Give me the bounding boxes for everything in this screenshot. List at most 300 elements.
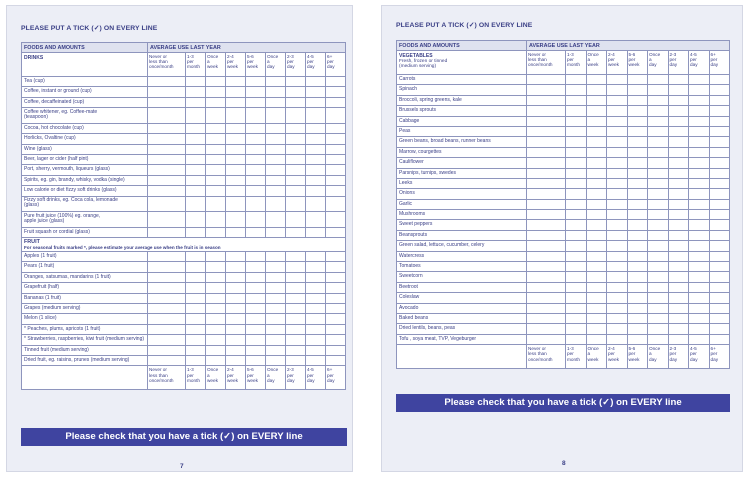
tick-box[interactable]	[668, 251, 689, 261]
tick-box[interactable]	[627, 230, 648, 240]
tick-box[interactable]	[286, 272, 306, 282]
tick-box[interactable]	[226, 252, 246, 262]
tick-box[interactable]	[206, 314, 226, 324]
tick-box[interactable]	[527, 241, 566, 251]
tick-box[interactable]	[709, 158, 730, 168]
tick-box[interactable]	[148, 77, 186, 87]
tick-box[interactable]	[586, 178, 607, 188]
tick-box[interactable]	[186, 314, 206, 324]
tick-box[interactable]	[627, 137, 648, 147]
tick-box[interactable]	[326, 355, 346, 365]
tick-box[interactable]	[627, 199, 648, 209]
tick-box[interactable]	[648, 241, 669, 251]
tick-box[interactable]	[246, 87, 266, 97]
tick-box[interactable]	[266, 252, 286, 262]
tick-box[interactable]	[586, 210, 607, 220]
tick-box[interactable]	[306, 324, 326, 334]
tick-box[interactable]	[186, 154, 206, 164]
tick-box[interactable]	[627, 272, 648, 282]
tick-box[interactable]	[206, 144, 226, 154]
tick-box[interactable]	[607, 106, 628, 116]
tick-box[interactable]	[648, 272, 669, 282]
tick-box[interactable]	[607, 251, 628, 261]
tick-box[interactable]	[566, 334, 587, 344]
tick-box[interactable]	[206, 212, 226, 228]
tick-box[interactable]	[186, 77, 206, 87]
tick-box[interactable]	[586, 334, 607, 344]
tick-box[interactable]	[266, 227, 286, 237]
tick-box[interactable]	[566, 272, 587, 282]
tick-box[interactable]	[266, 123, 286, 133]
tick-box[interactable]	[689, 262, 710, 272]
tick-box[interactable]	[689, 272, 710, 282]
tick-box[interactable]	[326, 314, 346, 324]
tick-box[interactable]	[668, 95, 689, 105]
tick-box[interactable]	[566, 220, 587, 230]
tick-box[interactable]	[206, 123, 226, 133]
tick-box[interactable]	[709, 85, 730, 95]
tick-box[interactable]	[206, 262, 226, 272]
tick-box[interactable]	[668, 230, 689, 240]
tick-box[interactable]	[306, 314, 326, 324]
tick-box[interactable]	[246, 97, 266, 107]
tick-box[interactable]	[627, 116, 648, 126]
tick-box[interactable]	[627, 241, 648, 251]
tick-box[interactable]	[226, 77, 246, 87]
tick-box[interactable]	[586, 147, 607, 157]
tick-box[interactable]	[306, 144, 326, 154]
tick-box[interactable]	[648, 313, 669, 323]
tick-box[interactable]	[148, 196, 186, 212]
tick-box[interactable]	[286, 283, 306, 293]
tick-box[interactable]	[627, 324, 648, 334]
tick-box[interactable]	[586, 126, 607, 136]
tick-box[interactable]	[627, 313, 648, 323]
tick-box[interactable]	[566, 85, 587, 95]
tick-box[interactable]	[648, 158, 669, 168]
tick-box[interactable]	[689, 293, 710, 303]
tick-box[interactable]	[527, 178, 566, 188]
tick-box[interactable]	[226, 335, 246, 345]
tick-box[interactable]	[709, 147, 730, 157]
tick-box[interactable]	[607, 95, 628, 105]
tick-box[interactable]	[586, 282, 607, 292]
tick-box[interactable]	[689, 95, 710, 105]
tick-box[interactable]	[607, 168, 628, 178]
tick-box[interactable]	[266, 154, 286, 164]
tick-box[interactable]	[306, 175, 326, 185]
tick-box[interactable]	[566, 158, 587, 168]
tick-box[interactable]	[206, 97, 226, 107]
tick-box[interactable]	[148, 283, 186, 293]
tick-box[interactable]	[709, 106, 730, 116]
tick-box[interactable]	[607, 241, 628, 251]
tick-box[interactable]	[586, 272, 607, 282]
tick-box[interactable]	[648, 189, 669, 199]
tick-box[interactable]	[286, 77, 306, 87]
tick-box[interactable]	[586, 303, 607, 313]
tick-box[interactable]	[709, 293, 730, 303]
tick-box[interactable]	[648, 95, 669, 105]
tick-box[interactable]	[266, 77, 286, 87]
tick-box[interactable]	[246, 175, 266, 185]
tick-box[interactable]	[326, 283, 346, 293]
tick-box[interactable]	[206, 324, 226, 334]
tick-box[interactable]	[709, 334, 730, 344]
tick-box[interactable]	[627, 75, 648, 85]
tick-box[interactable]	[148, 87, 186, 97]
tick-box[interactable]	[668, 178, 689, 188]
tick-box[interactable]	[586, 293, 607, 303]
tick-box[interactable]	[709, 241, 730, 251]
tick-box[interactable]	[246, 134, 266, 144]
tick-box[interactable]	[627, 95, 648, 105]
tick-box[interactable]	[326, 262, 346, 272]
tick-box[interactable]	[206, 252, 226, 262]
tick-box[interactable]	[326, 144, 346, 154]
tick-box[interactable]	[527, 210, 566, 220]
tick-box[interactable]	[206, 186, 226, 196]
tick-box[interactable]	[566, 293, 587, 303]
tick-box[interactable]	[648, 293, 669, 303]
tick-box[interactable]	[586, 95, 607, 105]
tick-box[interactable]	[607, 293, 628, 303]
tick-box[interactable]	[607, 230, 628, 240]
tick-box[interactable]	[306, 87, 326, 97]
tick-box[interactable]	[689, 230, 710, 240]
tick-box[interactable]	[206, 293, 226, 303]
tick-box[interactable]	[206, 108, 226, 124]
tick-box[interactable]	[586, 158, 607, 168]
tick-box[interactable]	[286, 355, 306, 365]
tick-box[interactable]	[668, 262, 689, 272]
tick-box[interactable]	[607, 189, 628, 199]
tick-box[interactable]	[607, 313, 628, 323]
tick-box[interactable]	[246, 108, 266, 124]
tick-box[interactable]	[648, 210, 669, 220]
tick-box[interactable]	[689, 126, 710, 136]
tick-box[interactable]	[226, 283, 246, 293]
tick-box[interactable]	[286, 196, 306, 212]
tick-box[interactable]	[627, 262, 648, 272]
tick-box[interactable]	[648, 303, 669, 313]
tick-box[interactable]	[226, 123, 246, 133]
tick-box[interactable]	[689, 116, 710, 126]
tick-box[interactable]	[586, 168, 607, 178]
tick-box[interactable]	[689, 210, 710, 220]
tick-box[interactable]	[627, 251, 648, 261]
tick-box[interactable]	[266, 283, 286, 293]
tick-box[interactable]	[586, 85, 607, 95]
tick-box[interactable]	[668, 126, 689, 136]
tick-box[interactable]	[246, 355, 266, 365]
tick-box[interactable]	[286, 212, 306, 228]
tick-box[interactable]	[689, 85, 710, 95]
tick-box[interactable]	[246, 154, 266, 164]
tick-box[interactable]	[186, 123, 206, 133]
tick-box[interactable]	[668, 85, 689, 95]
tick-box[interactable]	[326, 335, 346, 345]
tick-box[interactable]	[607, 126, 628, 136]
tick-box[interactable]	[226, 165, 246, 175]
tick-box[interactable]	[286, 262, 306, 272]
tick-box[interactable]	[586, 230, 607, 240]
tick-box[interactable]	[527, 158, 566, 168]
tick-box[interactable]	[607, 262, 628, 272]
tick-box[interactable]	[668, 241, 689, 251]
tick-box[interactable]	[689, 158, 710, 168]
tick-box[interactable]	[586, 241, 607, 251]
tick-box[interactable]	[648, 168, 669, 178]
tick-box[interactable]	[186, 196, 206, 212]
tick-box[interactable]	[627, 293, 648, 303]
tick-box[interactable]	[709, 168, 730, 178]
tick-box[interactable]	[286, 293, 306, 303]
tick-box[interactable]	[627, 106, 648, 116]
tick-box[interactable]	[226, 314, 246, 324]
tick-box[interactable]	[206, 87, 226, 97]
tick-box[interactable]	[586, 251, 607, 261]
tick-box[interactable]	[709, 313, 730, 323]
tick-box[interactable]	[306, 227, 326, 237]
tick-box[interactable]	[607, 178, 628, 188]
tick-box[interactable]	[206, 154, 226, 164]
tick-box[interactable]	[607, 199, 628, 209]
tick-box[interactable]	[286, 314, 306, 324]
tick-box[interactable]	[566, 282, 587, 292]
tick-box[interactable]	[668, 334, 689, 344]
tick-box[interactable]	[566, 147, 587, 157]
tick-box[interactable]	[206, 175, 226, 185]
tick-box[interactable]	[527, 334, 566, 344]
tick-box[interactable]	[326, 108, 346, 124]
tick-box[interactable]	[266, 324, 286, 334]
tick-box[interactable]	[266, 186, 286, 196]
tick-box[interactable]	[627, 189, 648, 199]
tick-box[interactable]	[566, 230, 587, 240]
tick-box[interactable]	[326, 345, 346, 355]
tick-box[interactable]	[689, 137, 710, 147]
tick-box[interactable]	[566, 313, 587, 323]
tick-box[interactable]	[246, 324, 266, 334]
tick-box[interactable]	[668, 293, 689, 303]
tick-box[interactable]	[527, 189, 566, 199]
tick-box[interactable]	[326, 227, 346, 237]
tick-box[interactable]	[306, 186, 326, 196]
tick-box[interactable]	[148, 186, 186, 196]
tick-box[interactable]	[709, 251, 730, 261]
tick-box[interactable]	[607, 282, 628, 292]
tick-box[interactable]	[306, 345, 326, 355]
tick-box[interactable]	[246, 252, 266, 262]
tick-box[interactable]	[246, 314, 266, 324]
tick-box[interactable]	[186, 134, 206, 144]
tick-box[interactable]	[266, 87, 286, 97]
tick-box[interactable]	[266, 212, 286, 228]
tick-box[interactable]	[689, 324, 710, 334]
tick-box[interactable]	[226, 144, 246, 154]
tick-box[interactable]	[186, 165, 206, 175]
tick-box[interactable]	[266, 108, 286, 124]
tick-box[interactable]	[148, 335, 186, 345]
tick-box[interactable]	[246, 77, 266, 87]
tick-box[interactable]	[668, 189, 689, 199]
tick-box[interactable]	[709, 324, 730, 334]
tick-box[interactable]	[586, 313, 607, 323]
tick-box[interactable]	[566, 95, 587, 105]
tick-box[interactable]	[266, 144, 286, 154]
tick-box[interactable]	[286, 154, 306, 164]
tick-box[interactable]	[306, 154, 326, 164]
tick-box[interactable]	[527, 293, 566, 303]
tick-box[interactable]	[586, 116, 607, 126]
tick-box[interactable]	[206, 196, 226, 212]
tick-box[interactable]	[246, 165, 266, 175]
tick-box[interactable]	[527, 75, 566, 85]
tick-box[interactable]	[566, 189, 587, 199]
tick-box[interactable]	[306, 108, 326, 124]
tick-box[interactable]	[226, 212, 246, 228]
tick-box[interactable]	[266, 175, 286, 185]
tick-box[interactable]	[226, 108, 246, 124]
tick-box[interactable]	[527, 313, 566, 323]
tick-box[interactable]	[566, 168, 587, 178]
tick-box[interactable]	[527, 168, 566, 178]
tick-box[interactable]	[527, 303, 566, 313]
tick-box[interactable]	[566, 199, 587, 209]
tick-box[interactable]	[306, 272, 326, 282]
tick-box[interactable]	[627, 147, 648, 157]
tick-box[interactable]	[586, 189, 607, 199]
tick-box[interactable]	[648, 251, 669, 261]
tick-box[interactable]	[266, 196, 286, 212]
tick-box[interactable]	[186, 212, 206, 228]
tick-box[interactable]	[709, 116, 730, 126]
tick-box[interactable]	[148, 252, 186, 262]
tick-box[interactable]	[689, 106, 710, 116]
tick-box[interactable]	[206, 77, 226, 87]
tick-box[interactable]	[627, 178, 648, 188]
tick-box[interactable]	[586, 262, 607, 272]
tick-box[interactable]	[326, 324, 346, 334]
tick-box[interactable]	[246, 304, 266, 314]
tick-box[interactable]	[627, 85, 648, 95]
tick-box[interactable]	[226, 196, 246, 212]
tick-box[interactable]	[326, 87, 346, 97]
tick-box[interactable]	[527, 251, 566, 261]
tick-box[interactable]	[186, 345, 206, 355]
tick-box[interactable]	[709, 126, 730, 136]
tick-box[interactable]	[326, 77, 346, 87]
tick-box[interactable]	[648, 282, 669, 292]
tick-box[interactable]	[668, 303, 689, 313]
tick-box[interactable]	[148, 108, 186, 124]
tick-box[interactable]	[186, 87, 206, 97]
tick-box[interactable]	[148, 154, 186, 164]
tick-box[interactable]	[648, 262, 669, 272]
tick-box[interactable]	[668, 75, 689, 85]
tick-box[interactable]	[586, 220, 607, 230]
tick-box[interactable]	[186, 262, 206, 272]
tick-box[interactable]	[566, 251, 587, 261]
tick-box[interactable]	[668, 106, 689, 116]
tick-box[interactable]	[286, 186, 306, 196]
tick-box[interactable]	[246, 144, 266, 154]
tick-box[interactable]	[668, 282, 689, 292]
tick-box[interactable]	[648, 106, 669, 116]
tick-box[interactable]	[286, 345, 306, 355]
tick-box[interactable]	[246, 196, 266, 212]
tick-box[interactable]	[246, 345, 266, 355]
tick-box[interactable]	[186, 283, 206, 293]
tick-box[interactable]	[586, 137, 607, 147]
tick-box[interactable]	[648, 178, 669, 188]
tick-box[interactable]	[326, 186, 346, 196]
tick-box[interactable]	[527, 95, 566, 105]
tick-box[interactable]	[627, 220, 648, 230]
tick-box[interactable]	[627, 334, 648, 344]
tick-box[interactable]	[527, 106, 566, 116]
tick-box[interactable]	[286, 87, 306, 97]
tick-box[interactable]	[306, 293, 326, 303]
tick-box[interactable]	[527, 230, 566, 240]
tick-box[interactable]	[566, 324, 587, 334]
tick-box[interactable]	[586, 106, 607, 116]
tick-box[interactable]	[246, 335, 266, 345]
tick-box[interactable]	[266, 262, 286, 272]
tick-box[interactable]	[668, 199, 689, 209]
tick-box[interactable]	[246, 283, 266, 293]
tick-box[interactable]	[266, 314, 286, 324]
tick-box[interactable]	[286, 335, 306, 345]
tick-box[interactable]	[709, 137, 730, 147]
tick-box[interactable]	[286, 175, 306, 185]
tick-box[interactable]	[586, 324, 607, 334]
tick-box[interactable]	[668, 324, 689, 334]
tick-box[interactable]	[286, 304, 306, 314]
tick-box[interactable]	[689, 178, 710, 188]
tick-box[interactable]	[186, 144, 206, 154]
tick-box[interactable]	[326, 252, 346, 262]
tick-box[interactable]	[648, 230, 669, 240]
tick-box[interactable]	[607, 272, 628, 282]
tick-box[interactable]	[607, 210, 628, 220]
tick-box[interactable]	[306, 134, 326, 144]
tick-box[interactable]	[226, 175, 246, 185]
tick-box[interactable]	[306, 252, 326, 262]
tick-box[interactable]	[607, 158, 628, 168]
tick-box[interactable]	[286, 165, 306, 175]
tick-box[interactable]	[709, 95, 730, 105]
tick-box[interactable]	[326, 293, 346, 303]
tick-box[interactable]	[306, 196, 326, 212]
tick-box[interactable]	[186, 324, 206, 334]
tick-box[interactable]	[648, 75, 669, 85]
tick-box[interactable]	[148, 97, 186, 107]
tick-box[interactable]	[326, 304, 346, 314]
tick-box[interactable]	[186, 293, 206, 303]
tick-box[interactable]	[586, 199, 607, 209]
tick-box[interactable]	[607, 220, 628, 230]
tick-box[interactable]	[648, 116, 669, 126]
tick-box[interactable]	[266, 355, 286, 365]
tick-box[interactable]	[527, 126, 566, 136]
tick-box[interactable]	[648, 137, 669, 147]
tick-box[interactable]	[266, 134, 286, 144]
tick-box[interactable]	[689, 303, 710, 313]
tick-box[interactable]	[527, 147, 566, 157]
tick-box[interactable]	[186, 272, 206, 282]
